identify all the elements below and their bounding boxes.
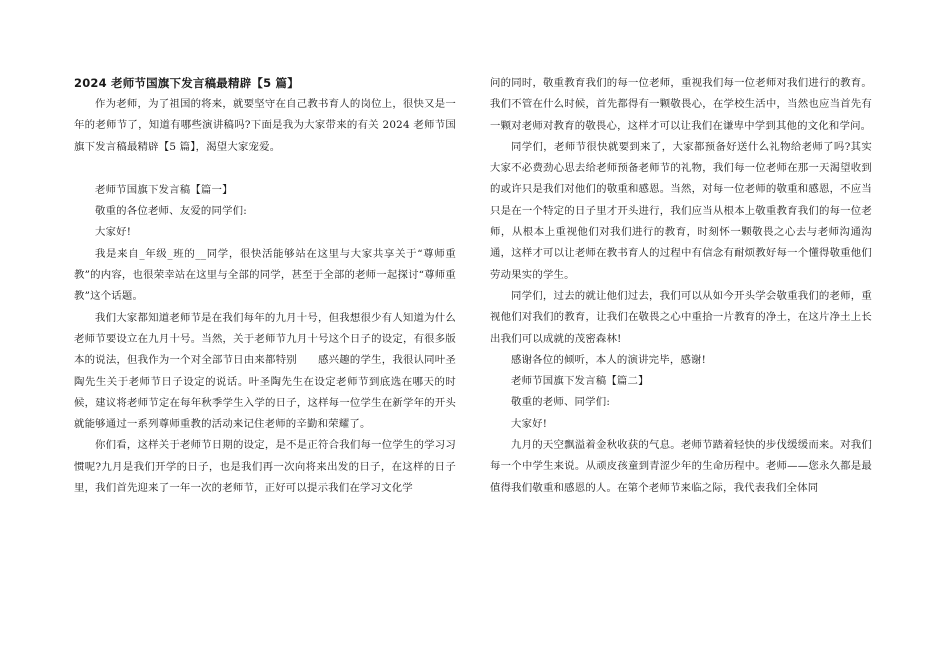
paragraph-intro: 作为老师，为了祖国的将来，就要坚守在自己教书育人的岗位上，很快又是一年的老师节了，知道有哪些演讲稿吗?下面是我为大家带来的有关 2024 老师节国旗下发言稿最精辟【5 篇】，渴望大家宠爱。 — [74, 98, 456, 153]
salutation: 敬重的老师、同学们: — [511, 396, 611, 409]
paragraph-thanks: 感谢各位的倾听，本人的演讲完毕，感谢! — [511, 353, 707, 366]
greeting: 大家好! — [511, 417, 548, 430]
section-heading-2: 老师节国旗下发言稿【篇二】 — [511, 375, 649, 388]
paragraph: 同学们，过去的就让他们过去，我们可以从如今开头学会敬重我们的老师，重视他们对我们的教育，让我们在敬畏之心中重拾一片教育的净土，在这片净土上长出我们可以成就的茂密森林! — [490, 289, 872, 345]
paragraph-continued: 问的同时，敬重教育我们的每一位老师，重视我们每一位老师对我们进行的教育。我们不管在什么时候，首先都得有一颗敬畏心，在学校生活中，当然也应当首先有一颗对老师对教育的敬畏心，这样才可以让我们在谦卑中学到其他的文化和学问。 — [490, 77, 872, 132]
right-column — [490, 73, 872, 499]
paragraph: 九月的天空飘溢着金秋收获的气息。老师节踏着轻快的步伐缓缓而来。对我们每一个中学生来说。从顽皮孩童到青涩少年的生命历程中。老师——您永久都是最值得我们敬重和感恩的人。在第个老师节来临之际，我代表我们全体同 — [490, 439, 872, 494]
paragraph: 同学们，老师节很快就要到来了，大家都预备好送什么礼物给老师了吗?其实大家不必费劲心思去给老师预备老师节的礼物，我们每一位老师在那一天渴望收到的或许只是我们对他们的敬重和感恩。当然，对每一位老师的敬重和感恩，不应当只是在一个特定的日子里才开头进行，我们应当从根本上敬重教育我们的每一位老师，从根本上重视他们对我们进行的教育，时刻怀一颗敬畏之心去与老师沟通沟通，这样才可以让老师在教书育人的过程中有信念有耐烦教好每一个懂得敬重他们劳动果实的学生。 — [490, 140, 872, 281]
greeting: 大家好! — [95, 226, 132, 239]
left-column — [74, 73, 456, 499]
section-heading-1: 老师节国旗下发言稿【篇一】 — [95, 183, 233, 196]
paragraph: 我是来自_年级_班的__同学，很快活能够站在这里与大家共享关于“尊师重教”的内容，也很荣幸站在这里与全部的同学，甚至于全部的老师一起探讨“尊师重教”这个话题。 — [74, 247, 456, 303]
paragraph: 我们大家都知道老师节是在我们每年的九月十号，但我想很少有人知道为什么老师节要设立在九月十号。当然，关于老师节九月十号这个日子的设定，有很多版本的说法，但我作为一个对全部节日由来都特别 感兴趣的学生，我很认同叶圣陶先生关于老师节日子设定的说话。叶圣陶先生在设定老师节到底选在哪天的时候，建议将老师节定在每年秋季学生入学的日子，这样每一位学生在新学年的开头就能够通过一系列尊师重教的活动来记住老师的辛勤和荣耀了。 — [74, 311, 456, 431]
blank-line — [74, 158, 456, 180]
salutation: 敬重的各位老师、友爱的同学们: — [95, 205, 247, 218]
paragraph: 你们看，这样关于老师节日期的设定，是不是正符合我们每一位学生的学习习惯呢?九月是我们开学的日子，也是我们再一次向将来出发的日子，在这样的日子里，我们首先迎来了一年一次的老师节，正好可以提示我们在学习文化学 — [74, 439, 456, 495]
document-title: 2024 老师节国旗下发言稿最精辟【5 篇】 — [74, 76, 299, 90]
